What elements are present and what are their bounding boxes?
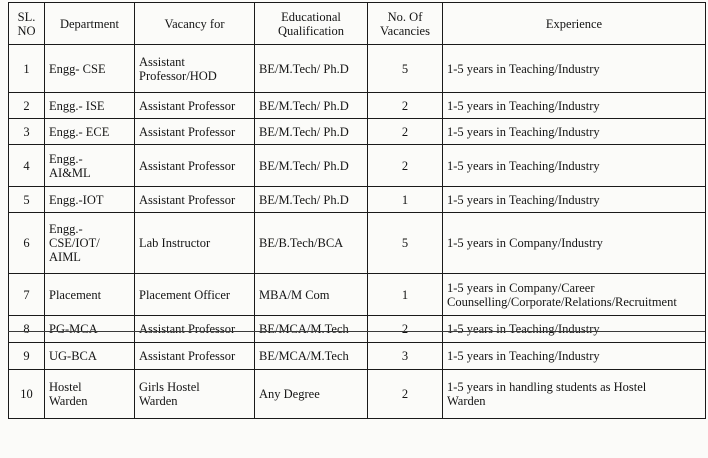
cell-vacancy-for-line: Assistant Professor (139, 124, 236, 139)
table-row (9, 187, 706, 213)
cell-experience (443, 45, 706, 93)
cell-vacancy-for (135, 45, 255, 93)
cell-department (45, 274, 135, 316)
cell-department (45, 370, 135, 419)
table-row (9, 93, 706, 119)
header-vacancy-for: Vacancy for (135, 3, 255, 45)
cell-vacancy-for (135, 187, 255, 213)
cell-experience-line: 1-5 years in handling students as Hostel (447, 380, 647, 394)
cell-sl-no: 1 (9, 45, 45, 93)
cell-vacancy-for-line: Assistant Professor (139, 322, 236, 336)
header-educational-qualification: Educational Qualification (255, 3, 368, 45)
cell-department-line: PG-MCA (49, 322, 98, 336)
cell-vacancy-for (135, 370, 255, 419)
cell-vacancy-for-line: Assistant Professor (139, 158, 236, 173)
cell-experience (443, 145, 706, 187)
cell-no-of-vacancies: 1 (368, 274, 443, 316)
table-row (9, 370, 706, 419)
cell-no-of-vacancies: 5 (368, 213, 443, 274)
cell-qualification: BE/M.Tech/ Ph.D (255, 187, 368, 213)
cell-experience-line: Warden (447, 394, 486, 408)
cell-no-of-vacancies: 2 (368, 93, 443, 119)
cell-experience (443, 187, 706, 213)
cell-no-of-vacancies: 2 (368, 145, 443, 187)
table-body (9, 45, 706, 419)
cell-department (45, 187, 135, 213)
cell-experience (443, 316, 706, 343)
cell-no-of-vacancies: 5 (368, 45, 443, 93)
cell-no-of-vacancies: 1 (368, 187, 443, 213)
cell-vacancy-for-line: Assistant Professor (139, 98, 236, 113)
cell-sl-no: 3 (9, 119, 45, 145)
cell-vacancy-for (135, 145, 255, 187)
cell-department-line: Engg.- (49, 151, 83, 166)
cell-department-line: Engg.- ECE (49, 124, 110, 139)
cell-qualification: BE/B.Tech/BCA (255, 213, 368, 274)
cell-sl-no: 5 (9, 187, 45, 213)
cell-department-line: CSE/IOT/ (49, 236, 100, 250)
cell-qualification: BE/M.Tech/ Ph.D (255, 45, 368, 93)
cell-no-of-vacancies: 2 (368, 119, 443, 145)
cell-department (45, 45, 135, 93)
cell-department (45, 213, 135, 274)
header-no-of-vacancies: No. Of Vacancies (368, 3, 443, 45)
table-row (9, 343, 706, 370)
cell-sl-no: 9 (9, 343, 45, 370)
cell-experience (443, 370, 706, 419)
cell-experience-line: 1-5 years in Company/Career (447, 280, 595, 295)
cell-experience-line: 1-5 years in Teaching/Industry (447, 349, 600, 363)
header-sl-no: SL. NO (9, 3, 45, 45)
cell-sl-no: 2 (9, 93, 45, 119)
cell-experience-line: Counselling/Corporate/Relations/Recruitment (447, 294, 677, 309)
header-department: Department (45, 3, 135, 45)
cell-vacancy-for-line: Lab Instructor (139, 236, 211, 250)
row-separator (8, 331, 705, 332)
cell-experience-line: 1-5 years in Teaching/Industry (447, 192, 600, 207)
cell-department-line: AIML (49, 250, 81, 264)
cell-vacancy-for (135, 343, 255, 370)
cell-qualification: Any Degree (255, 370, 368, 419)
cell-vacancy-for-line: Warden (139, 394, 178, 408)
cell-department (45, 316, 135, 343)
cell-vacancy-for-line: Assistant Professor (139, 192, 236, 207)
cell-vacancy-for (135, 213, 255, 274)
table-row (9, 45, 706, 93)
cell-department (45, 343, 135, 370)
cell-experience-line: 1-5 years in Teaching/Industry (447, 61, 600, 76)
cell-qualification: BE/M.Tech/ Ph.D (255, 119, 368, 145)
cell-experience (443, 213, 706, 274)
table-header-row (9, 3, 706, 45)
cell-vacancy-for (135, 274, 255, 316)
cell-experience-line: 1-5 years in Teaching/Industry (447, 322, 600, 336)
cell-qualification: BE/M.Tech/ Ph.D (255, 145, 368, 187)
cell-vacancy-for (135, 316, 255, 343)
cell-sl-no: 10 (9, 370, 45, 419)
cell-department-line: Engg- CSE (49, 61, 106, 76)
cell-no-of-vacancies: 2 (368, 370, 443, 419)
cell-qualification: MBA/M Com (255, 274, 368, 316)
cell-department (45, 145, 135, 187)
cell-experience-line: 1-5 years in Teaching/Industry (447, 158, 600, 173)
cell-department-line: Hostel (49, 380, 82, 394)
cell-department (45, 119, 135, 145)
table-row (9, 119, 706, 145)
cell-department (45, 93, 135, 119)
cell-qualification: BE/MCA/M.Tech (255, 316, 368, 343)
table-row (9, 316, 706, 343)
cell-vacancy-for (135, 93, 255, 119)
cell-department-line: Warden (49, 394, 88, 408)
table-row (9, 213, 706, 274)
table-row (9, 145, 706, 187)
cell-experience-line: 1-5 years in Teaching/Industry (447, 98, 600, 113)
cell-department-line: Engg.- ISE (49, 98, 105, 113)
cell-experience (443, 274, 706, 316)
vacancy-table (8, 2, 706, 419)
cell-experience (443, 119, 706, 145)
cell-vacancy-for-line: Professor/HOD (139, 68, 217, 83)
cell-sl-no: 6 (9, 213, 45, 274)
cell-vacancy-for-line: Assistant Professor (139, 349, 236, 363)
cell-vacancy-for-line: Girls Hostel (139, 380, 200, 394)
cell-department-line: Engg.-IOT (49, 192, 104, 207)
cell-experience (443, 93, 706, 119)
cell-experience-line: 1-5 years in Company/Industry (447, 236, 603, 250)
cell-vacancy-for-line: Placement Officer (139, 287, 231, 302)
cell-experience (443, 343, 706, 370)
cell-no-of-vacancies: 2 (368, 316, 443, 343)
cell-sl-no: 7 (9, 274, 45, 316)
cell-experience-line: 1-5 years in Teaching/Industry (447, 124, 600, 139)
cell-sl-no: 8 (9, 316, 45, 343)
cell-department-line: Placement (49, 287, 102, 302)
cell-department-line: AI&ML (49, 165, 91, 180)
cell-department-line: UG-BCA (49, 349, 97, 363)
cell-qualification: BE/MCA/M.Tech (255, 343, 368, 370)
cell-qualification: BE/M.Tech/ Ph.D (255, 93, 368, 119)
table-row (9, 274, 706, 316)
cell-department-line: Engg.- (49, 222, 83, 236)
header-experience: Experience (443, 3, 706, 45)
cell-sl-no: 4 (9, 145, 45, 187)
cell-vacancy-for-line: Assistant (139, 54, 185, 69)
cell-no-of-vacancies: 3 (368, 343, 443, 370)
cell-vacancy-for (135, 119, 255, 145)
